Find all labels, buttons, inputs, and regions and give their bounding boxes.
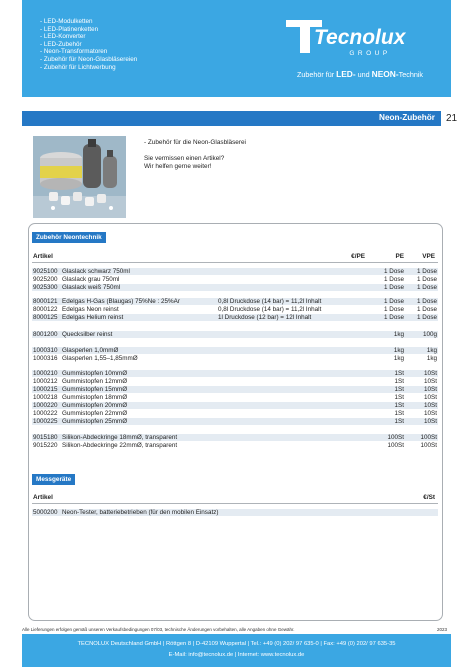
article-pe: 100St: [387, 434, 404, 441]
column-header-article: Artikel: [33, 253, 53, 260]
article-pe: 1St: [394, 394, 404, 401]
nav-item-neon-transformatoren[interactable]: - Neon-Transformatoren: [40, 48, 108, 56]
article-number: 1000316: [33, 355, 58, 362]
article-pe: 1kg: [393, 355, 404, 362]
nav-item-lichtwerbung[interactable]: - Zubehör für Lichtwerbung: [40, 63, 116, 71]
nav-item-led-zubehoer[interactable]: - LED-Zubehör: [40, 40, 82, 48]
article-vpe: 10St: [424, 370, 437, 377]
article-vpe: 1 Dose: [417, 306, 437, 313]
article-description: Gummistopfen 10mmØ: [62, 370, 128, 377]
column-header-pe: PE: [395, 253, 404, 260]
article-pe: 1St: [394, 410, 404, 417]
tagline-pre: Zubehör für: [296, 70, 337, 79]
logo-wordmark: Tecnolux: [314, 26, 406, 49]
category-nav: [40, 18, 137, 71]
article-vpe: 1 Dose: [417, 276, 437, 283]
article-vpe: 100St: [420, 434, 437, 441]
article-pe: 1 Dose: [384, 298, 404, 305]
intro-text: [144, 139, 246, 171]
article-description: Gummistopfen 22mmØ: [62, 410, 128, 417]
table-row[interactable]: [32, 378, 438, 385]
article-description: Gummistopfen 12mmØ: [62, 378, 128, 385]
table-row[interactable]: [32, 418, 438, 425]
column-header-article: Artikel: [33, 494, 53, 501]
logo-group-text: GROUP: [349, 50, 391, 57]
article-number: 8000122: [33, 306, 58, 313]
article-number: 5000200: [33, 509, 58, 516]
disclaimer-text: Alle Lieferungen erfolgen gemäß unseren Verkaufsbedingungen 07/03, technische Änderungen vorbehalten, alle Angaben ohne Gewähr.: [22, 627, 295, 632]
article-vpe: 10St: [424, 378, 437, 385]
table-row[interactable]: [32, 314, 438, 321]
article-pe: 1St: [394, 386, 404, 393]
nav-item-neon-glasblaesereien[interactable]: - Zubehör für Neon-Glasbläsereien: [40, 55, 138, 63]
article-pe: 1 Dose: [384, 306, 404, 313]
article-number: 8000125: [33, 314, 58, 321]
tagline-post: Technik: [398, 70, 424, 79]
article-spec: 1l Druckdose (12 bar) = 12l Inhalt: [218, 314, 312, 321]
article-pe: 1 Dose: [384, 314, 404, 321]
footer-contact[interactable]: E-Mail: info@tecnolux.de | Internet: www.tecnolux.de: [168, 652, 305, 658]
table-row[interactable]: [32, 298, 438, 305]
footer-bar: [22, 634, 451, 667]
tagline-mid: und: [355, 70, 372, 79]
tagline: [280, 69, 440, 79]
footer-address: TECNOLUX Deutschland GmbH | Röttgen 8 | D-42109 Wuppertal | Tel.: +49 (0) 202/ 97 635-0 | Fax: +49 (0) 202/ 97 635-35: [77, 641, 396, 647]
article-description: Quecksilber reinst: [62, 331, 113, 338]
intro-line-2: Sie vermissen einen Artikel?: [144, 155, 225, 162]
article-spec: 0,8l Druckdose (14 bar) = 11,2l Inhalt: [218, 298, 322, 305]
article-description: Edelgas Neon reinst: [62, 306, 119, 313]
article-vpe: 1kg: [426, 347, 437, 354]
article-number: 1000310: [33, 347, 58, 354]
table-row[interactable]: [32, 355, 438, 362]
article-number: 8001200: [33, 331, 58, 338]
section-title: Neon-Zubehör: [379, 113, 435, 122]
table-row[interactable]: [32, 509, 438, 516]
article-description: Glaslack grau 750ml: [62, 276, 120, 283]
article-vpe: 10St: [424, 386, 437, 393]
table-row[interactable]: [32, 306, 438, 313]
article-number: 1000222: [33, 410, 58, 417]
article-vpe: 1 Dose: [417, 268, 437, 275]
article-description: Glasperlen 1,0mmØ: [62, 347, 119, 354]
product-photo: [33, 136, 126, 218]
table-row[interactable]: [32, 370, 438, 377]
column-header-price-per-piece: €/St: [423, 494, 435, 501]
article-description: Gummistopfen 20mmØ: [62, 402, 128, 409]
table-row[interactable]: [32, 394, 438, 401]
tagline-led: LED-: [336, 69, 356, 79]
article-number: 9015180: [33, 434, 58, 441]
page-number: 21: [446, 113, 458, 124]
article-vpe: 1 Dose: [417, 314, 437, 321]
article-vpe: 10St: [424, 418, 437, 425]
article-number: 9015220: [33, 442, 58, 449]
section-tag-messgeraete: Messgeräte: [32, 474, 75, 485]
header-divider: [32, 262, 438, 263]
header-divider: [32, 503, 438, 504]
table-row[interactable]: [32, 386, 438, 393]
article-spec: 0,8l Druckdose (14 bar) = 11,2l Inhalt: [218, 306, 322, 313]
article-vpe: 1 Dose: [417, 284, 437, 291]
article-number: 1000218: [33, 394, 58, 401]
table-row[interactable]: [32, 331, 438, 338]
article-pe: 1St: [394, 402, 404, 409]
article-pe: 1 Dose: [384, 268, 404, 275]
article-number: 8000121: [33, 298, 58, 305]
table-row[interactable]: [32, 276, 438, 283]
article-pe: 1 Dose: [384, 284, 404, 291]
article-description: Edelgas Helium reinst: [62, 314, 124, 321]
article-vpe: 10St: [424, 410, 437, 417]
article-number: 1000220: [33, 402, 58, 409]
intro-line-1: - Zubehör für die Neon-Glasbläserei: [144, 139, 246, 146]
article-vpe: 10St: [424, 402, 437, 409]
article-vpe: 10St: [424, 394, 437, 401]
intro-line-3: Wir helfen gerne weiter!: [144, 163, 212, 170]
article-description: Silikon-Abdeckringe 22mmØ, transparent: [62, 442, 178, 449]
article-description: Edelgas H-Gas (Blaugas) 75%Ne : 25%Ar: [62, 298, 180, 305]
table-row[interactable]: [32, 402, 438, 409]
article-vpe: 1kg: [426, 355, 437, 362]
article-description: Glaslack schwarz 750ml: [62, 268, 130, 275]
section-tag-neontechnik: Zubehör Neontechnik: [32, 232, 106, 243]
table-row[interactable]: [32, 434, 438, 441]
article-description: Silikon-Abdeckringe 18mmØ, transparent: [62, 434, 178, 441]
table-row[interactable]: [32, 442, 438, 449]
article-vpe: 100St: [420, 442, 437, 449]
article-number: 1000210: [33, 370, 58, 377]
table-row[interactable]: [32, 347, 438, 354]
section-title-bar: [22, 111, 441, 126]
article-number: 9025200: [33, 276, 58, 283]
article-description: Glaslack weiß 750ml: [62, 284, 121, 291]
catalog-year: 2023: [436, 627, 447, 632]
column-header-vpe: VPE: [422, 253, 435, 260]
tecnolux-logo: [284, 17, 429, 57]
article-vpe: 100g: [422, 331, 437, 338]
article-number: 1000215: [33, 386, 58, 393]
article-pe: 1St: [394, 370, 404, 377]
article-number: 1000225: [33, 418, 58, 425]
article-pe: 1St: [394, 418, 404, 425]
article-number: 9025300: [33, 284, 58, 291]
table-row[interactable]: [32, 410, 438, 417]
header-banner: [22, 0, 451, 97]
article-pe: 1kg: [393, 331, 404, 338]
nav-item-led-platinenketten[interactable]: - LED-Platinenketten: [40, 25, 99, 33]
article-description: Gummistopfen 15mmØ: [62, 386, 128, 393]
article-vpe: 1 Dose: [417, 298, 437, 305]
column-header-price: €/PE: [351, 253, 365, 260]
tagline-neon: NEON-: [371, 69, 399, 79]
table-row[interactable]: [32, 268, 438, 275]
article-number: 1000212: [33, 378, 58, 385]
article-description: Gummistopfen 18mmØ: [62, 394, 128, 401]
article-description: Glasperlen 1,55–1,85mmØ: [62, 355, 138, 362]
article-description: Gummistopfen 25mmØ: [62, 418, 128, 425]
article-pe: 100St: [387, 442, 404, 449]
nav-item-led-konverter[interactable]: - LED-Konverter: [40, 33, 86, 41]
nav-item-led-modulketten[interactable]: - LED-Modulketten: [40, 18, 93, 25]
article-pe: 1St: [394, 378, 404, 385]
article-number: 9025100: [33, 268, 58, 275]
article-pe: 1kg: [393, 347, 404, 354]
article-pe: 1 Dose: [384, 276, 404, 283]
article-description: Neon-Tester, batteriebetrieben (für den mobilen Einsatz): [62, 509, 219, 516]
table-row[interactable]: [32, 284, 438, 291]
